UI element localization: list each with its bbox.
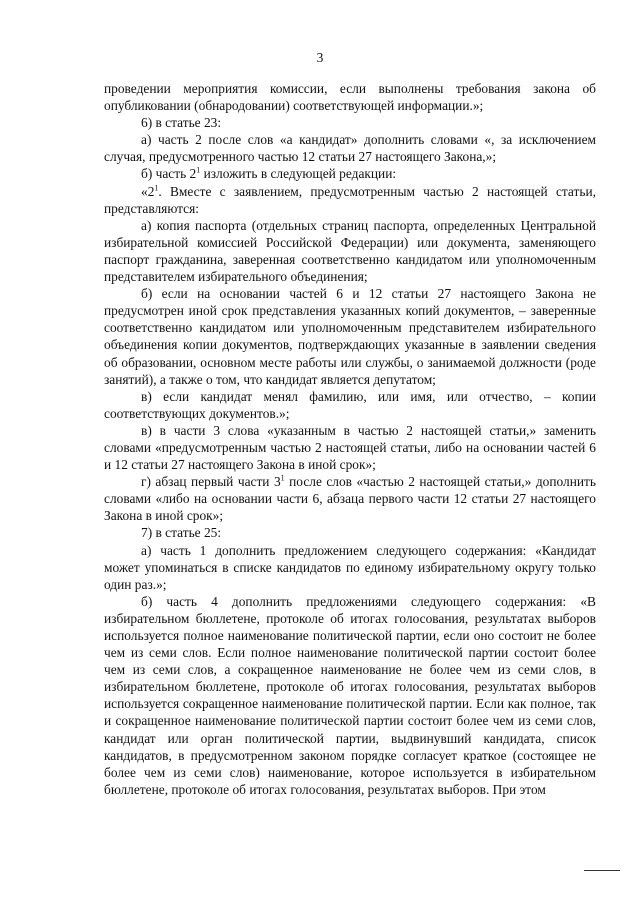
paragraph-item-7: 7) в статье 25:	[141, 525, 222, 541]
page-number: 3	[316, 50, 324, 65]
paragraph-2-1-a: а) копия паспорта (отдельных страниц паспорта, определенных Центральной избирательной комиссией Российской Федерации) или документа, заменяющего паспорт гражданина, заверенная соответственно кандидатом или уполномоченным представителем избирательного объединения;	[104, 217, 596, 285]
paragraph-item-6: 6) в статье 23:	[141, 115, 222, 131]
paragraph-6g: г) абзац первый части $3^1$ после слов «частью 2 настоящей статьи,» дополнить словами «либо на основании части 6, абзаца первого части 12 статьи 27 настоящего Закона в иной срок»;	[104, 473, 596, 524]
paragraph-continuation: проведении мероприятия комиссии, если выполнены требования закона об опубликовании (обнародовании) соответствующей информации.»;	[104, 81, 596, 114]
paragraph-7b: б) часть 4 дополнить предложениями следующего содержания: «В избирательном бюллетене, протоколе об итогах голосования, результатах выборов используется полное наименование политической партии, если оно состоит не более чем из семи слов. Если полное наименование политической партии состоит более чем из семи слов, а сокращенное наименование не более чем из семи слов, в избирательном бюллетене, протоколе об итогах голосования, результатах выборов используется сокращенное наименование политической партии. Если как полное, так и сокращенное наименование политической партии состоит более чем из семи слов, кандидат или орган политической партии, выдвинувший кандидата, список кандидатов, в предусмотренном законом порядке согласует краткое (состоящее не более чем из семи слов) наименование, которое используется в избирательном бюллетене, протоколе об итогах голосования, результатах выборов. При этом	[104, 593, 596, 797]
paragraph-part-2-1: «$2^1$. Вместе с заявлением, предусмотренным частью 2 настоящей статьи, представляются:	[104, 183, 596, 216]
paragraph-2-1-b: б) если на основании частей 6 и 12 статьи 27 настоящего Закона не предусмотрен иной срок представления указанных копий документов, – заверенные соответственно кандидатом или уполномоченным представителем избирательного объединения копии документов, подтверждающих указанные в заявлении сведения об образовании, основном месте работы или службы, о занимаемой должности (роде занятий), а также о том, что кандидат является депутатом;	[104, 286, 596, 387]
paragraph-6a: а) часть 2 после слов «а кандидат» дополнить словами «, за исключением случая, предусмотренного частью 12 статьи 27 настоящего Закона,»;	[104, 132, 596, 165]
document-body	[104, 80, 596, 798]
paragraph-2-1-v: в) если кандидат менял фамилию, или имя, или отчество, – копии соответствующих документов.»;	[104, 388, 596, 421]
paragraph-7a: а) часть 1 дополнить предложением следующего содержания: «Кандидат может упоминаться в списке кандидатов по единому избирательному округу только один раз.»;	[104, 542, 596, 592]
paragraph-6v: в) в части 3 слова «указанным в частью 2 настоящей статьи,» заменить словами «предусмотренным частью 2 настоящей статьи, либо на основании частей 6 и 12 статьи 27 настоящего Закона в иной срок»;	[104, 422, 596, 473]
paragraph-6b: б) часть $2^1$ изложить в следующей редакции:	[141, 166, 397, 182]
margin-mark	[584, 870, 620, 871]
